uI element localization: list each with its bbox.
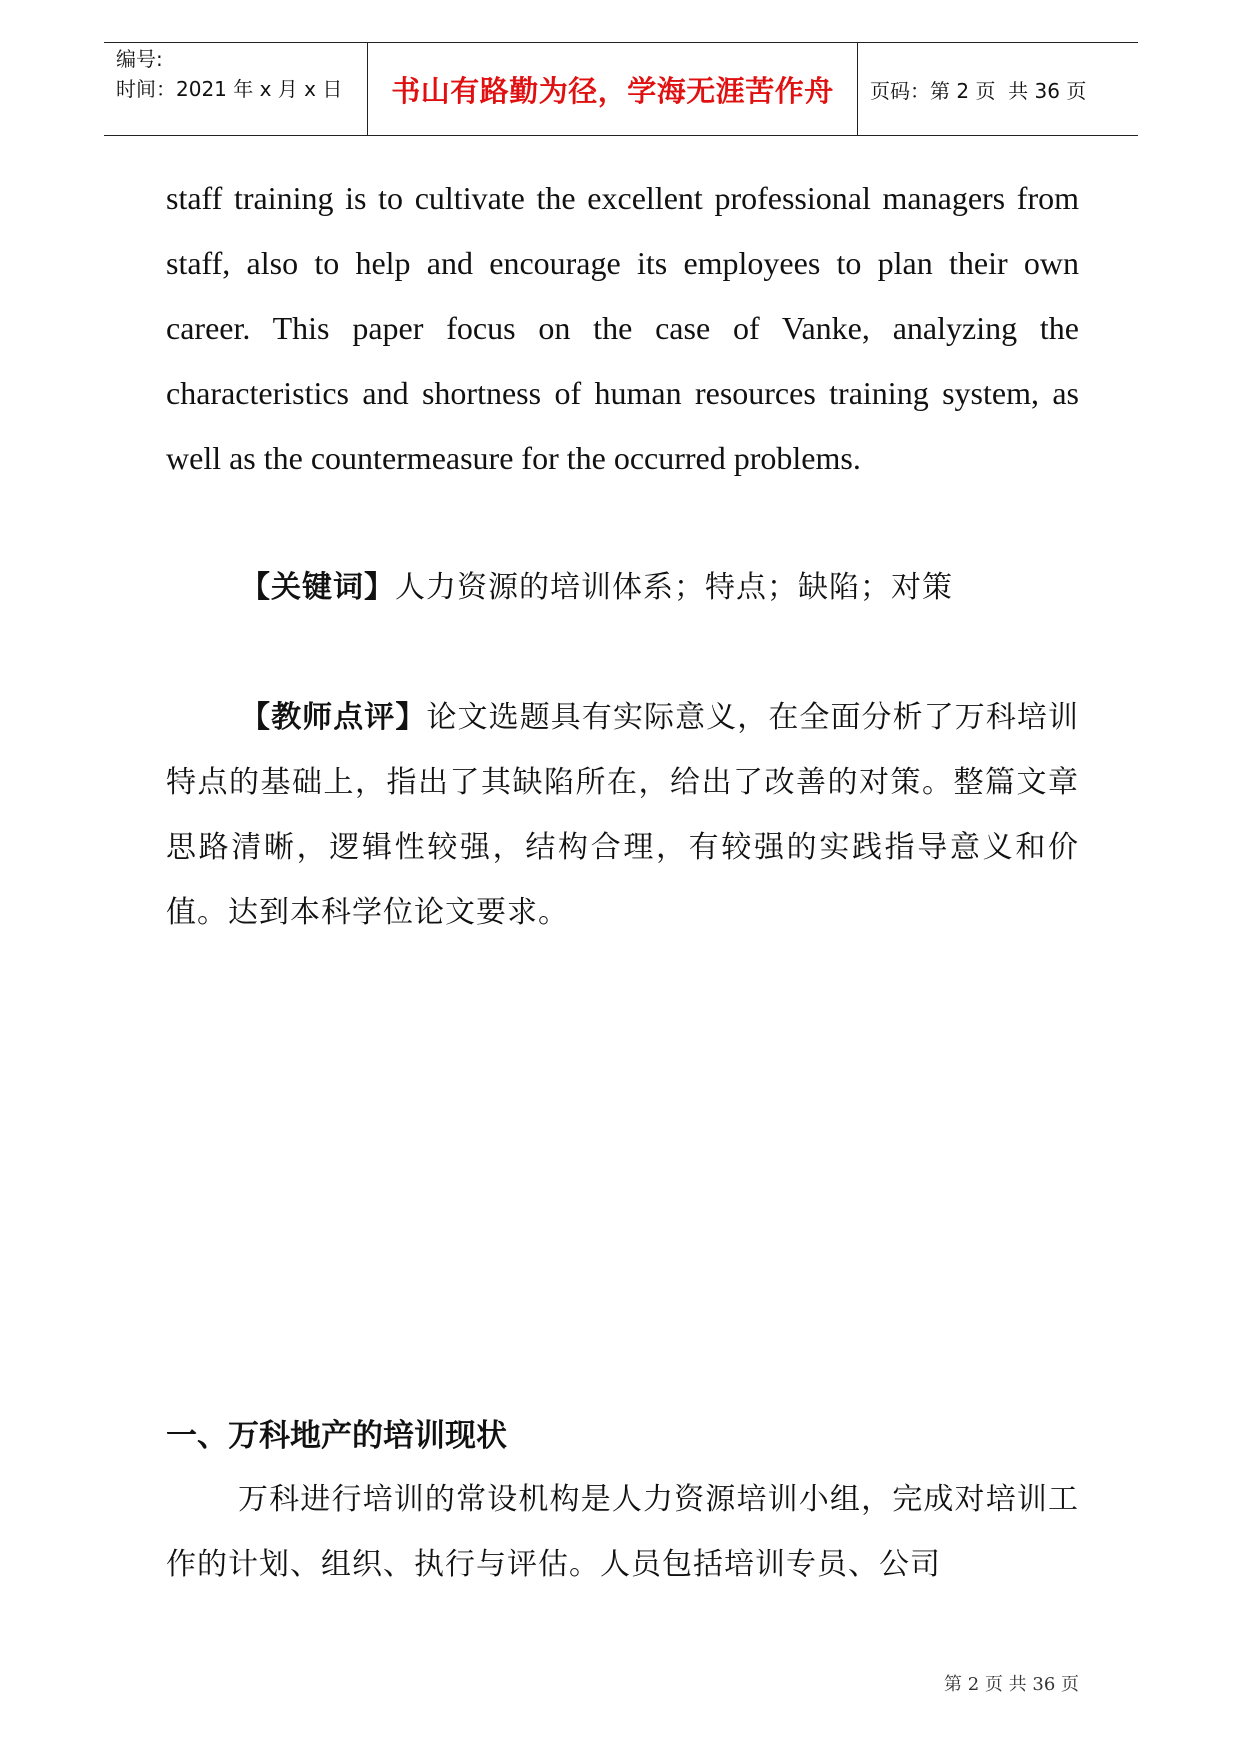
footer-page-number: 第 2 页 共 36 页 — [944, 1674, 1079, 1695]
review-label: 【教师点评】 — [240, 700, 427, 735]
time-label: 时间：2021 年 x 月 x 日 — [116, 77, 343, 101]
serial-label: 编号: — [116, 47, 163, 71]
header-page-number — [870, 42, 1086, 136]
keywords-label: 【关键词】 — [240, 570, 395, 605]
section-paragraph: 万科进行培训的常设机构是人力资源培训小组，完成对培训工作的计划、组织、执行与评估。人员包括培训专员、公司 — [166, 1482, 1079, 1582]
page-label: 页码：第 2 页 共 36 页 — [870, 78, 1087, 103]
header-info — [116, 44, 342, 104]
header-divider-right — [857, 42, 858, 136]
section-heading: 一、万科地产的培训现状 — [166, 1418, 507, 1454]
keywords — [166, 555, 1079, 620]
abstract-english: staff training is to cultivate the excellent professional managers from staff, also to help and encourage its employees to plan their own career. This paper focus on the case of Vanke, analyzing the characteristics and shortness of human resources training system, as well as the countermeasure for the occurred problems. — [166, 180, 1079, 476]
teacher-review — [166, 685, 1079, 945]
review-text: 论文选题具有实际意义，在全面分析了万科培训特点的基础上，指出了其缺陷所在，给出了改善的对策。整篇文章思路清晰，逻辑性较强，结构合理，有较强的实践指导意义和价值。达到本科学位论文要求。 — [166, 700, 1080, 930]
keywords-text: 人力资源的培训体系；特点；缺陷；对策 — [395, 570, 953, 605]
header-motto: 书山有路勤为径，学海无涯苦作舟 — [391, 73, 834, 108]
